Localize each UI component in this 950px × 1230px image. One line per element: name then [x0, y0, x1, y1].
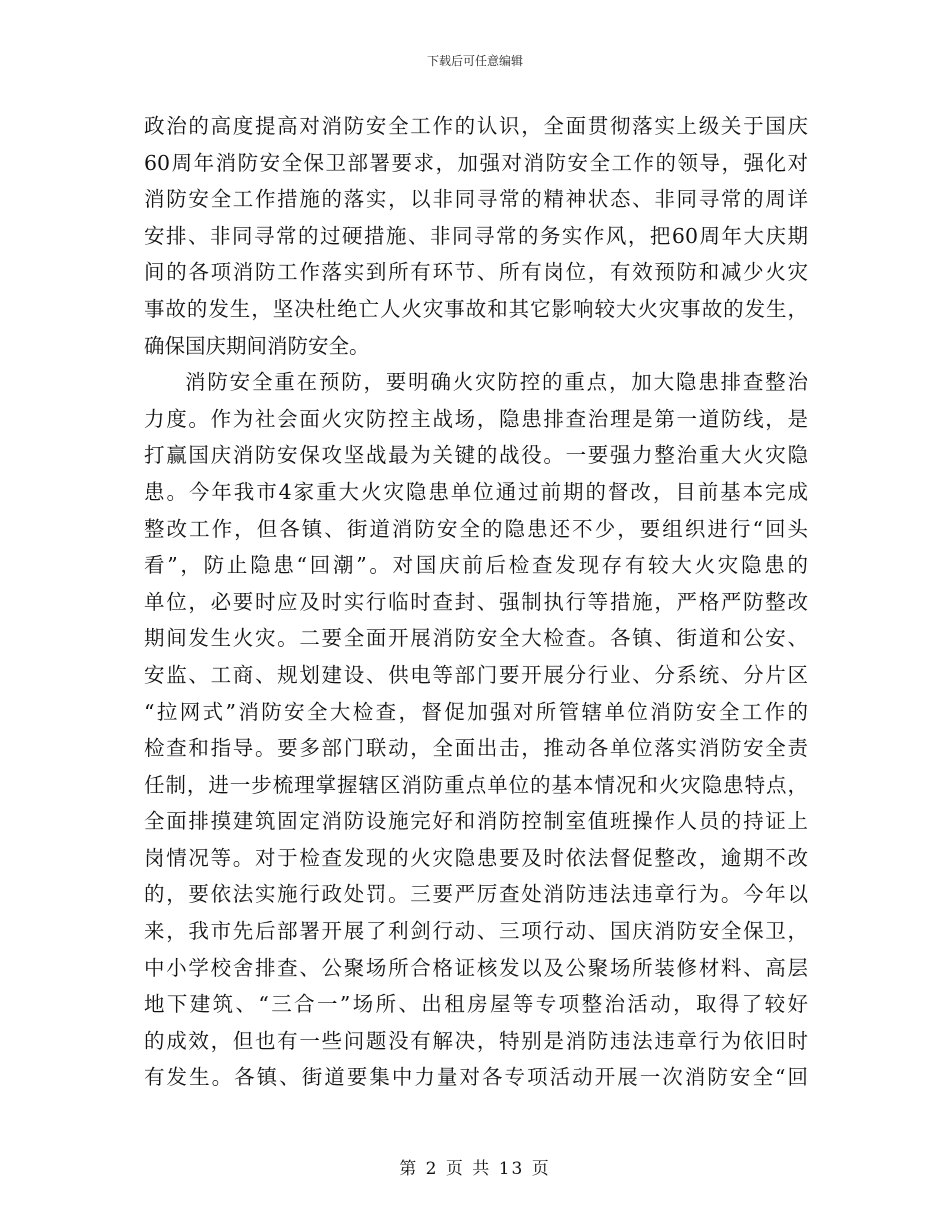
text-line: 60周年消防安全保卫部署要求，加强对消防安全工作的领导，强化对 [144, 150, 808, 175]
text-line: 消防安全工作措施的落实，以非同寻常的精神状态、非同寻常的周详 [144, 187, 808, 212]
text-line: 单位，必要时应及时实行临时查封、强制执行等措施，严格严防整改 [144, 589, 808, 614]
text-line: 政治的高度提高对消防安全工作的认识，全面贯彻落实上级关于国庆 [144, 114, 808, 138]
page-footer: 第 2 页 共 13 页 [399, 1159, 551, 1179]
text-line: 任制，进一步梳理掌握辖区消防重点单位的基本情况和火灾隐患特点， [144, 772, 808, 797]
document-body [144, 108, 808, 1096]
text-line: 有发生。各镇、街道要集中力量对各专项活动开展一次消防安全“回 [144, 1065, 808, 1090]
text-line: “拉网式”消防安全大检查，督促加强对所管辖单位消防安全工作的 [144, 699, 808, 724]
text-line: 安监、工商、规划建设、供电等部门要开展分行业、分系统、分片区 [144, 662, 808, 687]
text-line: 间的各项消防工作落实到所有环节、所有岗位，有效预防和减少火灾 [144, 260, 808, 285]
text-line: 中小学校舍排查、公聚场所合格证核发以及公聚场所装修材料、高层 [144, 955, 808, 980]
text-line: 地下建筑、“三合一”场所、出租房屋等专项整治活动，取得了较好 [144, 992, 808, 1017]
text-line: 的成效，但也有一些问题没有解决，特别是消防违法违章行为依旧时 [144, 1028, 808, 1053]
text-line: 检查和指导。要多部门联动，全面出击，推动各单位落实消防安全责 [144, 736, 808, 761]
text-line: 患。今年我市4家重大火灾隐患单位通过前期的督改，目前基本完成 [144, 479, 808, 504]
text-line: 全面排摸建筑固定消防设施完好和消防控制室值班操作人员的持证上 [144, 809, 808, 834]
text-line: 消防安全重在预防，要明确火灾防控的重点，加大隐患排查整治 [185, 370, 808, 395]
text-line: 整改工作，但各镇、街道消防安全的隐患还不少，要组织进行“回头 [144, 516, 808, 541]
text-line: 的，要依法实施行政处罚。三要严厉查处消防违法违章行为。今年以 [144, 882, 808, 907]
text-line: 确保国庆期间消防安全。 [144, 333, 370, 358]
text-line: 力度。作为社会面火灾防控主战场，隐患排查治理是第一道防线，是 [144, 406, 808, 431]
text-line: 来，我市先后部署开展了利剑行动、三项行动、国庆消防安全保卫， [144, 919, 808, 944]
text-line: 岗情况等。对于检查发现的火灾隐患要及时依法督促整改，逾期不改 [144, 845, 808, 870]
text-line: 事故的发生，坚决杜绝亡人火灾事故和其它影响较大火灾事故的发生， [144, 296, 808, 321]
text-line: 安排、非同寻常的过硬措施、非同寻常的务实作风，把60周年大庆期 [144, 223, 808, 248]
text-line: 看”，防止隐患“回潮”。对国庆前后检查发现存有较大火灾隐患的 [144, 553, 808, 578]
text-line: 期间发生火灾。二要全面开展消防安全大检查。各镇、街道和公安、 [144, 626, 808, 651]
page-header: 下载后可任意编辑 [426, 54, 523, 68]
text-line: 打赢国庆消防安保攻坚战最为关键的战役。一要强力整治重大火灾隐 [144, 443, 808, 468]
